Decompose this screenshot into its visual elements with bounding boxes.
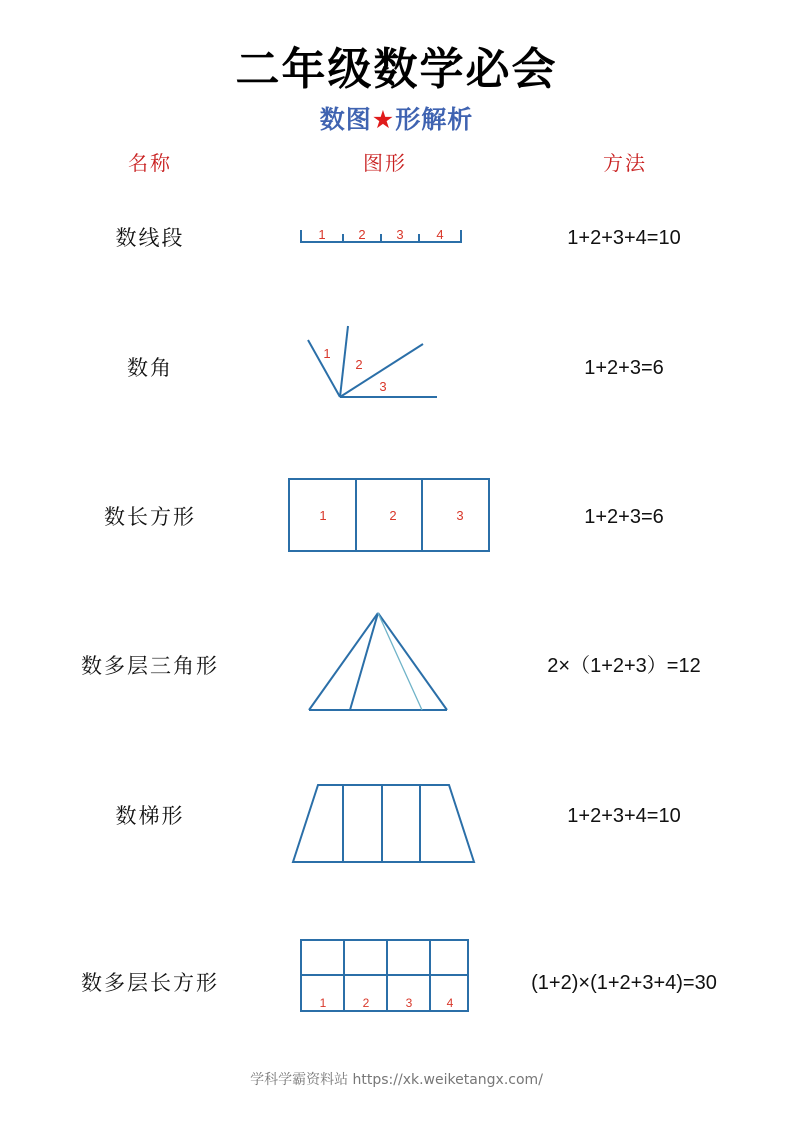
angle-label-2: 2 xyxy=(355,357,363,372)
rectangle-label-2: 2 xyxy=(389,508,397,523)
row-method-rectangle: 1+2+3=6 xyxy=(584,506,664,528)
subtitle-right: 形解析 xyxy=(395,105,474,134)
segment-label-1: 1 xyxy=(318,227,326,242)
multirect-label-4: 4 xyxy=(446,996,454,1010)
segment-label-4: 4 xyxy=(436,227,444,242)
header-figure: 图形 xyxy=(363,151,407,175)
figure-line-segment xyxy=(298,222,466,250)
row-name-trapezoid: 数梯形 xyxy=(115,804,185,828)
figure-multilayer-triangle xyxy=(306,610,451,714)
header-method: 方法 xyxy=(603,151,647,175)
row-method-angle: 1+2+3=6 xyxy=(584,357,664,379)
figure-rectangle xyxy=(288,478,491,553)
row-method-multilayer-rectangle: (1+2)×(1+2+3+4)=30 xyxy=(531,972,717,994)
row-name-rectangle: 数长方形 xyxy=(104,505,196,529)
rectangle-label-3: 3 xyxy=(456,508,464,523)
star-icon: ★ xyxy=(371,105,396,134)
segment-label-2: 2 xyxy=(358,227,366,242)
multirect-label-2: 2 xyxy=(362,996,370,1010)
multirect-label-3: 3 xyxy=(405,996,413,1010)
row-method-segment: 1+2+3+4=10 xyxy=(567,227,681,249)
row-method-trapezoid: 1+2+3+4=10 xyxy=(567,805,681,827)
rectangle-label-1: 1 xyxy=(319,508,327,523)
row-name-multilayer-rectangle: 数多层长方形 xyxy=(81,971,219,995)
angle-label-3: 3 xyxy=(379,379,387,394)
figure-trapezoid xyxy=(291,782,477,865)
page-title: 二年级数学必会 xyxy=(235,44,558,95)
multirect-label-1: 1 xyxy=(319,996,327,1010)
subtitle-left: 数图 xyxy=(319,105,372,134)
figure-angle xyxy=(300,320,445,405)
figure-multilayer-rectangle xyxy=(300,939,470,1014)
row-name-multilayer-triangle: 数多层三角形 xyxy=(81,654,219,678)
row-method-multilayer-triangle: 2×（1+2+3）=12 xyxy=(547,655,701,677)
header-name: 名称 xyxy=(128,151,172,175)
angle-label-1: 1 xyxy=(323,346,331,361)
row-name-segment: 数线段 xyxy=(115,226,185,250)
segment-label-3: 3 xyxy=(396,227,404,242)
page-subtitle xyxy=(0,102,793,138)
row-name-angle: 数角 xyxy=(127,356,173,380)
footer-source: 学科学霸资料站 https://xk.weiketangx.com/ xyxy=(250,1072,543,1088)
